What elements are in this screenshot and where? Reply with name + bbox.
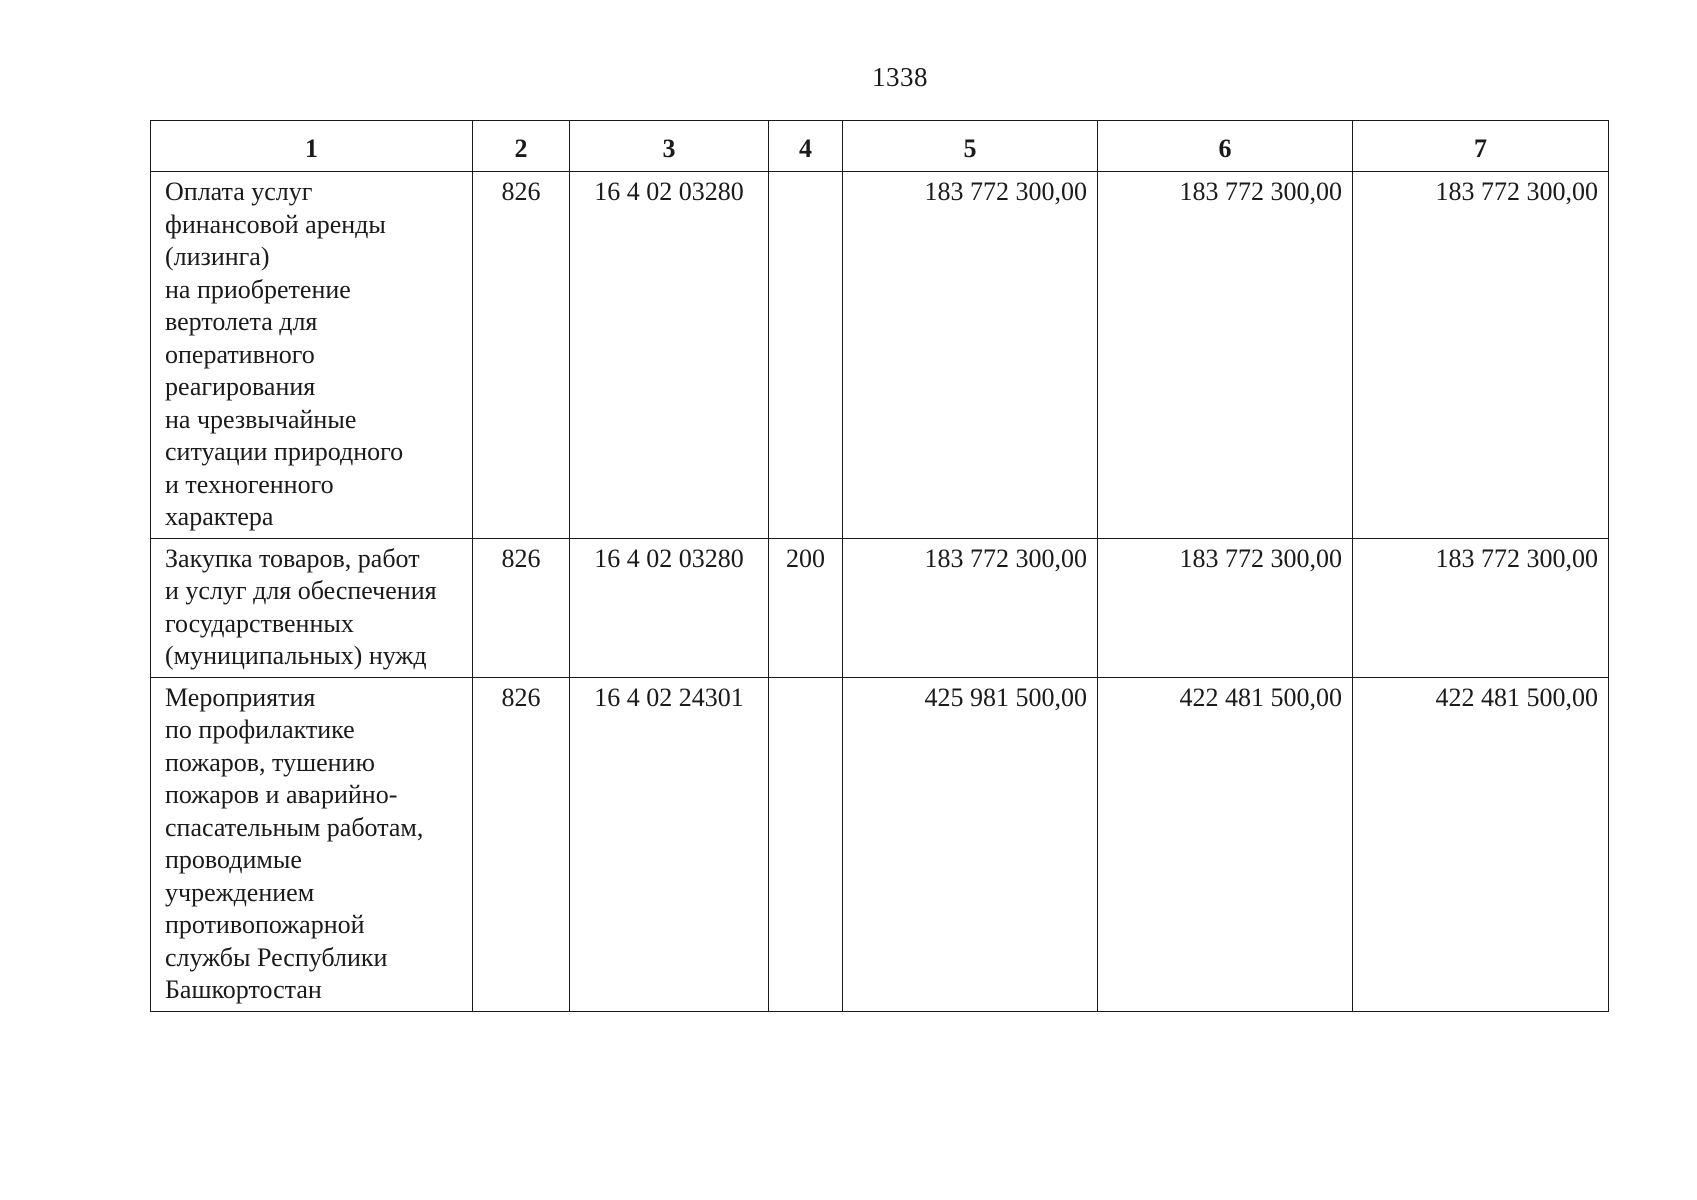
- page-number: 1338: [872, 62, 928, 92]
- column-header: 1: [151, 121, 473, 172]
- ved-cell: 826: [473, 677, 570, 1011]
- row-name-cell: Оплата услуг финансовой аренды (лизинга) на приобретение вертолета для оперативного реагирования на чрезвычайные ситуации природного и техногенного характера: [151, 172, 473, 539]
- table-row: [151, 677, 1609, 1011]
- code-cell: 16 4 02 03280: [570, 172, 769, 539]
- column-header: 4: [769, 121, 843, 172]
- sum-cell-col7: 422 481 500,00: [1353, 677, 1609, 1011]
- code-cell: 16 4 02 03280: [570, 538, 769, 677]
- ved-cell: 826: [473, 538, 570, 677]
- sum-cell-col5: 183 772 300,00: [843, 538, 1098, 677]
- table-row: [151, 538, 1609, 677]
- column-header: 3: [570, 121, 769, 172]
- row-name-cell: Закупка товаров, работ и услуг для обеспечения государственных (муниципальных) нужд: [151, 538, 473, 677]
- ved-cell: 826: [473, 172, 570, 539]
- vr-cell: [769, 172, 843, 539]
- sum-cell-col5: 183 772 300,00: [843, 172, 1098, 539]
- table-header-row: [151, 121, 1609, 172]
- sum-cell-col6: 183 772 300,00: [1098, 172, 1353, 539]
- sum-cell-col6: 422 481 500,00: [1098, 677, 1353, 1011]
- code-cell: 16 4 02 24301: [570, 677, 769, 1011]
- column-header: 6: [1098, 121, 1353, 172]
- sum-cell-col7: 183 772 300,00: [1353, 172, 1609, 539]
- sum-cell-col5: 425 981 500,00: [843, 677, 1098, 1011]
- table-row: [151, 172, 1609, 539]
- vr-cell: 200: [769, 538, 843, 677]
- budget-table: [150, 120, 1609, 1012]
- row-name-cell: Мероприятия по профилактике пожаров, тушению пожаров и аварийно- спасательным работам, проводимые учреждением противопожарной службы Республики Башкортостан: [151, 677, 473, 1011]
- sum-cell-col7: 183 772 300,00: [1353, 538, 1609, 677]
- column-header: 2: [473, 121, 570, 172]
- column-header: 7: [1353, 121, 1609, 172]
- vr-cell: [769, 677, 843, 1011]
- sum-cell-col6: 183 772 300,00: [1098, 538, 1353, 677]
- column-header: 5: [843, 121, 1098, 172]
